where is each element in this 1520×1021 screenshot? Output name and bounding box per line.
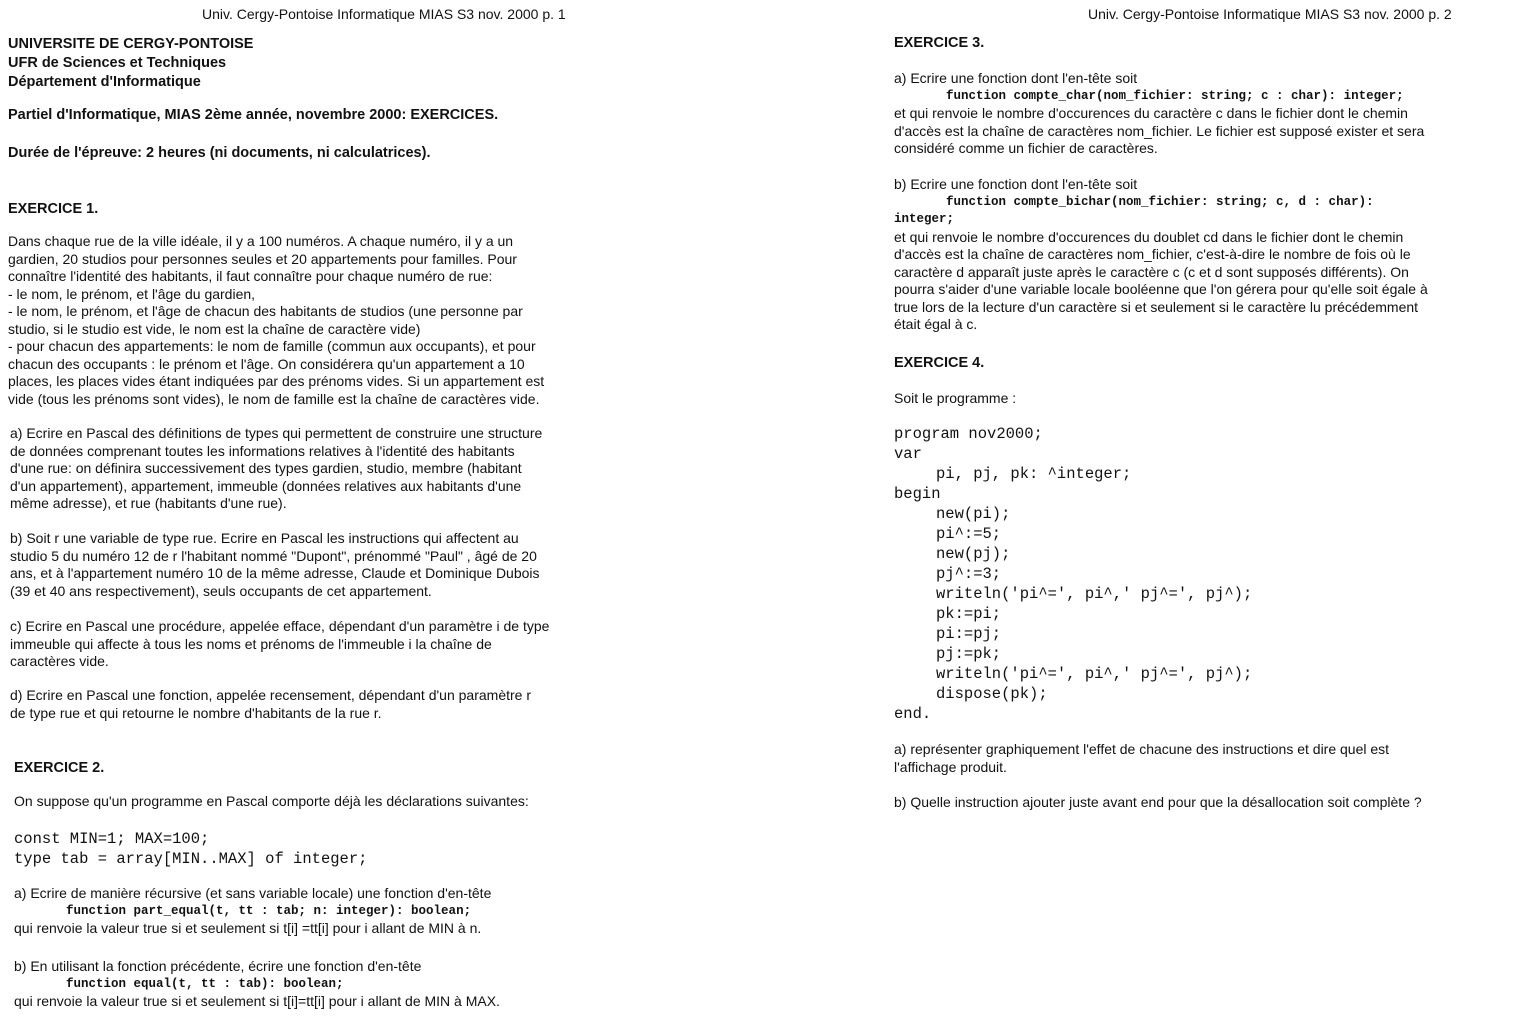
paragraph-line: - pour chacun des appartements: le nom de famille (commun aux occupants), et pour — [8, 338, 536, 354]
question-line: même adresse), et rue (habitants d'une rue). — [10, 495, 287, 511]
question-line: a) Ecrire en Pascal des définitions de types qui permettent de construire une structure — [10, 425, 543, 441]
function-signature-continued: integer; — [894, 212, 955, 226]
question-line: ans, et à l'appartement numéro 10 de la même adresse, Claude et Dominique Dubois — [10, 565, 540, 581]
exercise-4-intro: Soit le programme : — [894, 390, 1017, 406]
exercise-4-program — [894, 424, 1252, 724]
exercise-1-question-c — [10, 618, 549, 671]
program-line: end. — [894, 705, 932, 723]
code-line: type tab = array[MIN..MAX] of integer; — [14, 850, 368, 868]
question-line: immeuble qui affecte à tous les noms et prénoms de l'immeuble i la chaîne de — [10, 635, 492, 652]
question-line: caractère d apparaît juste après le caractère c (c et d sont supposés différents). On — [894, 263, 1409, 280]
exercise-1-question-b — [10, 530, 540, 600]
question-line: de type rue et qui retourne le nombre d'habitants de la rue r. — [10, 704, 382, 721]
question-line: (39 et 40 ans respectivement), seuls occupants de cet appartement. — [10, 582, 432, 599]
program-line: program nov2000; — [894, 425, 1043, 443]
question-line: de données comprenant toutes les informations relatives à l'identité des habitants — [10, 442, 515, 459]
exercise-1-question-a — [10, 425, 542, 513]
question-line: d'un appartement), appartement, immeuble (données relatives aux habitants d'une — [10, 477, 522, 494]
question-text: b) Ecrire une fonction dont l'en-tête soit — [894, 176, 1138, 192]
paragraph-line: places, les places vides étant indiquées par des prénoms vides. Si un appartement est — [8, 373, 545, 389]
department-name: Département d'Informatique — [8, 74, 201, 90]
exam-title: Partiel d'Informatique, MIAS 2ème année, novembre 2000: EXERCICES. — [8, 107, 499, 123]
faculty-name: UFR de Sciences et Techniques — [8, 55, 227, 71]
exercise-3-question-a — [894, 70, 1424, 158]
program-line: pj:=pk; — [936, 645, 1002, 663]
question-line: pourra s'aider d'une variable locale booléenne que l'on gérera pour qu'elle soit égale à — [894, 281, 1428, 297]
question-line: et qui renvoie le nombre d'occurences du doublet cd dans le fichier dont le chemin — [894, 228, 1404, 245]
program-line: writeln('pi^=', pi^,' pj^=', pj^); — [936, 585, 1253, 603]
function-signature: function compte_char(nom_fichier: string; c : char): integer; — [946, 88, 1404, 103]
program-line: pi, pj, pk: ^integer; — [936, 465, 1132, 483]
program-line: new(pj); — [936, 545, 1011, 563]
paragraph-line: - le nom, le prénom, et l'âge de chacun des habitants de studios (une personne par — [8, 303, 523, 319]
exercise-2-declarations — [14, 829, 367, 869]
exercise-4-question-a — [894, 741, 1389, 776]
paragraph-line: studio, si le studio est vide, le nom est la chaîne de caractère vide) — [8, 320, 421, 337]
question-line: caractères vide. — [10, 653, 109, 669]
program-line: begin — [894, 485, 941, 503]
exercise-4-heading: EXERCICE 4. — [894, 355, 985, 371]
page-header: Univ. Cergy-Pontoise Informatique MIAS S3 nov. 2000 p. 2 — [1088, 6, 1452, 22]
exam-duration: Durée de l'épreuve: 2 heures (ni documents, ni calculatrices). — [8, 145, 431, 161]
university-name: UNIVERSITE DE CERGY-PONTOISE — [8, 36, 254, 52]
exercise-4-question-b: b) Quelle instruction ajouter juste avant end pour que la désallocation soit complète ? — [894, 794, 1422, 810]
exercise-2-heading: EXERCICE 2. — [14, 760, 105, 776]
program-line: pi^:=5; — [936, 525, 1002, 543]
question-line: et qui renvoie le nombre d'occurences du caractère c dans le fichier dont le chemin — [894, 105, 1408, 121]
program-line: pj^:=3; — [936, 565, 1002, 583]
program-line: new(pi); — [936, 505, 1011, 523]
program-line: pk:=pi; — [936, 605, 1002, 623]
question-text: b) En utilisant la fonction précédente, écrire une fonction d'en-tête — [14, 958, 422, 974]
question-line: true lors de la lecture d'un caractère si et seulement si le caractère lu précédemment — [894, 298, 1419, 315]
paragraph-line: - le nom, le prénom, et l'âge du gardien, — [8, 285, 256, 302]
code-line: const MIN=1; MAX=100; — [14, 830, 210, 848]
question-line: a) représenter graphiquement l'effet de chacune des instructions et dire quel est — [894, 741, 1390, 757]
paragraph-line: gardien, 20 studios pour personnes seules et 20 appartements pour familles. Pour — [8, 250, 517, 267]
program-line: writeln('pi^=', pi^,' pj^=', pj^); — [936, 665, 1253, 683]
exercise-3-heading: EXERCICE 3. — [894, 35, 985, 51]
question-line: l'affichage produit. — [894, 758, 1007, 775]
program-line: var — [894, 445, 922, 463]
question-text: a) Ecrire une fonction dont l'en-tête soit — [894, 70, 1138, 86]
question-line: était égal à c. — [894, 316, 978, 332]
paragraph-line: connaître l'identité des habitants, il faut connaître pour chaque numéro de rue: — [8, 268, 493, 284]
paragraph-line: Dans chaque rue de la ville idéale, il y a 100 numéros. A chaque numéro, il y a un — [8, 233, 514, 249]
page-2 — [870, 0, 1520, 1021]
paragraph-line: vide (tous les prénoms sont vides), le nom de famille est la chaîne de caractères vide. — [8, 390, 540, 407]
question-line: d'accès est la chaîne de caractères nom_fichier. Le fichier est supposé exister et sera — [894, 122, 1425, 139]
page-header: Univ. Cergy-Pontoise Informatique MIAS S3 nov. 2000 p. 1 — [202, 6, 566, 22]
exercise-2-question-b — [14, 958, 500, 1011]
exercise-3-question-b — [894, 176, 1428, 334]
question-line: d'une rue: on définira successivement des types gardien, studio, membre (habitant — [10, 460, 522, 476]
function-signature: function compte_bichar(nom_fichier: string; c, d : char): — [946, 194, 1374, 209]
function-signature: function equal(t, tt : tab): boolean; — [66, 976, 344, 991]
paragraph-line: chacun des occupants : le prénom et l'âge. On considérera qu'un appartement a 10 — [8, 355, 525, 372]
exercise-1-question-d — [10, 687, 531, 722]
function-signature: function part_equal(t, tt : tab; n: integer): boolean; — [66, 903, 472, 918]
program-line: pi:=pj; — [936, 625, 1002, 643]
question-text: a) Ecrire de manière récursive (et sans variable locale) une fonction d'en-tête — [14, 885, 492, 901]
question-line: b) Soit r une variable de type rue. Ecrire en Pascal les instructions qui affectent au — [10, 530, 519, 546]
exercise-2-question-a — [14, 885, 491, 938]
question-text: qui renvoie la valeur true si et seulement si t[i] =tt[i] pour i allant de MIN à n. — [14, 920, 482, 936]
question-line: d) Ecrire en Pascal une fonction, appelée recensement, dépendant d'un paramètre r — [10, 687, 531, 703]
question-line: c) Ecrire en Pascal une procédure, appelée efface, dépendant d'un paramètre i de type — [10, 618, 550, 634]
question-line: d'accès est la chaîne de caractères nom_fichier, c'est-à-dire le nombre de fois où le — [894, 246, 1411, 262]
question-line: considéré comme un fichier de caractères. — [894, 140, 1158, 156]
program-line: dispose(pk); — [936, 685, 1048, 703]
page-1 — [0, 0, 650, 1021]
exercise-2-intro: On suppose qu'un programme en Pascal comporte déjà les déclarations suivantes: — [14, 793, 529, 809]
institution-block — [8, 35, 253, 92]
exercise-1-intro — [8, 233, 544, 408]
exercise-1-heading: EXERCICE 1. — [8, 201, 99, 217]
question-line: studio 5 du numéro 12 de r l'habitant nommé "Dupont", prénommé "Paul" , âgé de 20 — [10, 547, 537, 564]
question-text: qui renvoie la valeur true si et seulement si t[i]=tt[i] pour i allant de MIN à MAX. — [14, 993, 500, 1009]
